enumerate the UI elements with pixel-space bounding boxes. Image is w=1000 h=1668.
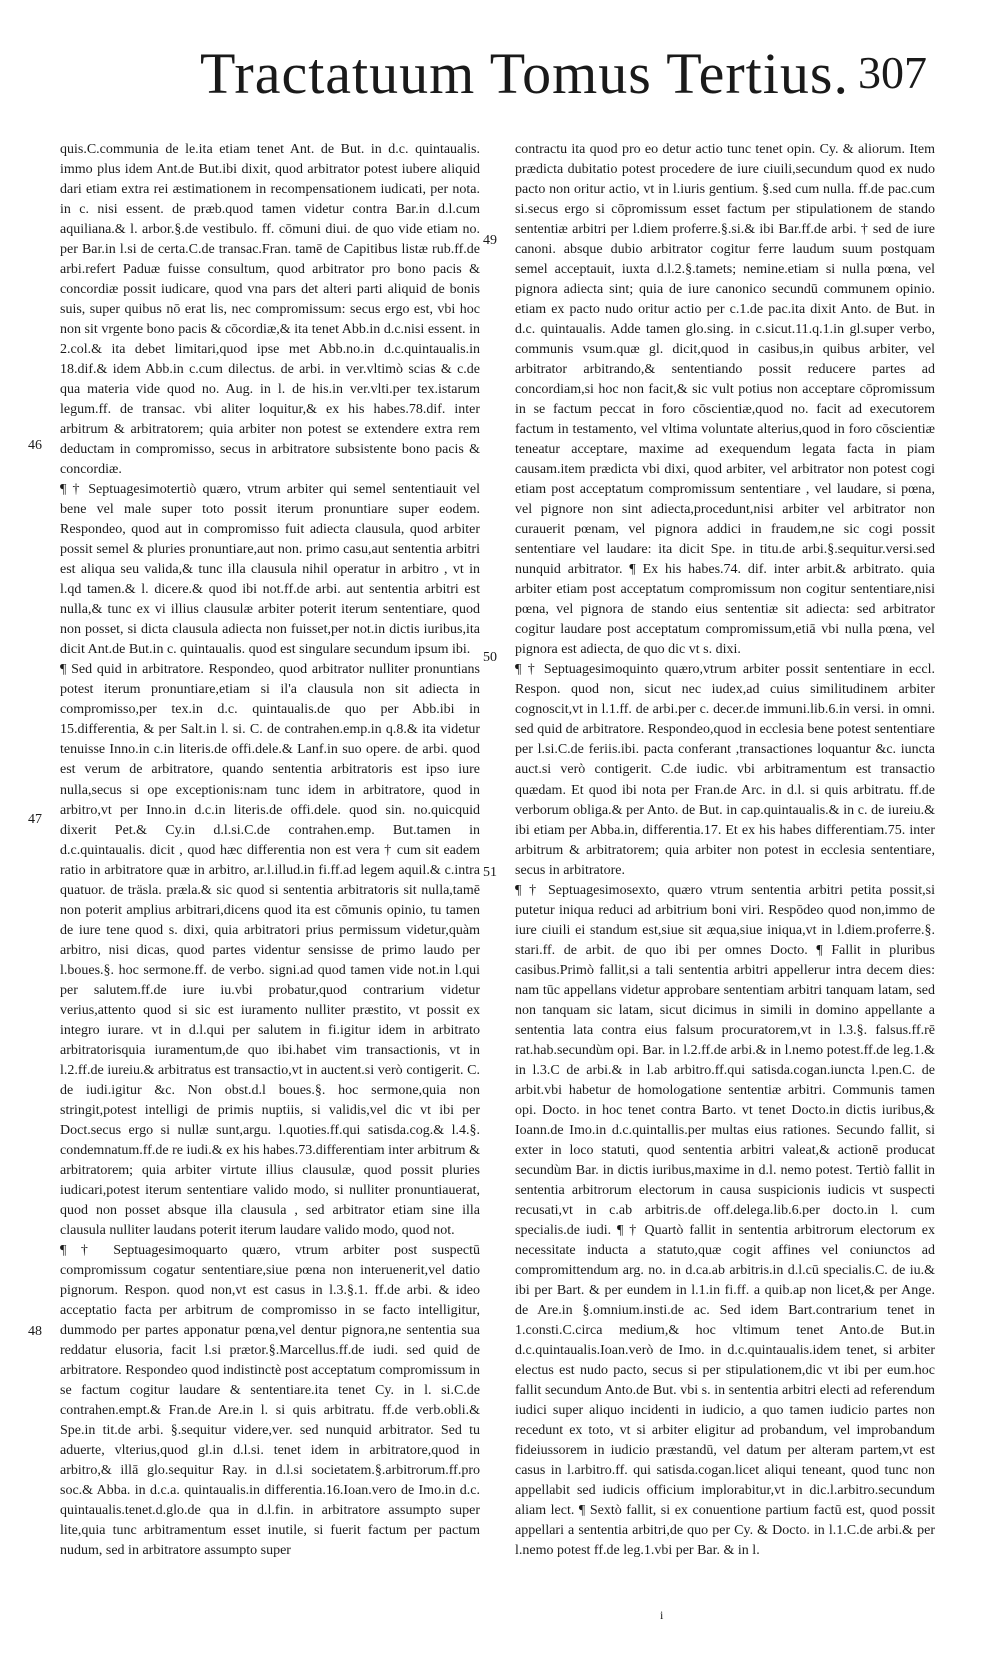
paragraph: ¶ † Septuagesimoquarto quæro, vtrum arbiter post suspectū compromissum cogatur sententiare,siue pœna non interuenerit,vel datio pignorum. Respon. quod non,vt est casus in l.3.§.1. ff.de arbi. & ideo acceptatio facta per arbitrum de compromisso in se facto intelligitur, dummodo per partes apponatur pœna,vel dentur pignora,ne sententia sua reddatur elusoria, facit l.si prætor.§.Marcellus.ff.de iudi. sed quid de arbitratore. Respondeo quod indistinctè post acceptatum compromissum in se factum cogitur laudare & sententiare.ita tenet Cy. in l. si.C.de contrahen.empt.& Fran.de Are.in l. si quis arbitratu. ff.de verb.obli.& Spe.in tit.de arbi. §.sequitur videre,ver. sed nunquid arbitrator. Sed tu aduerte, vlterius,quod gl.in d.l.si. tenet idem in arbitratore,quod in arbitro,& illā glo.sequitur Ray. in d.l.si societatem.§.arbitrorum.ff.pro soc.& Abba. in d.c.a. quintaualis.in differentia.16.Ioan.vero de Imo.in d.c. quintaualis.tenet.d.glo.de qua in d.l.fin. in arbitratore assumpto super lite,quia tunc arbitramentum esset inutile, si fuerit factum per pactum nudum, sed in arbitratore assumpto super <box>60 1242 480 1559</box>
running-title: Tractatuum Tomus Tertius. <box>200 41 849 106</box>
margin-number-46: 46 <box>28 438 42 453</box>
margin-number-51: 51 <box>483 865 497 880</box>
paragraph: ¶ † Septuagesimotertiò quæro, vtrum arbiter qui semel sententiauit vel bene vel male super toto possit iterum pronuntiare super eodem. Respondeo, quod aut in compromisso fuit adiecta clausula, quod arbiter possit semel & pluries pronuntiare,aut non. primo casu,aut sententia arbitri est aliqua seu valida,& tunc illa clausula nihil operatur in arbitro , vt in l.qd tamen.& l. dicere.& quod ibi not.ff.de arbi. aut sententia arbitri est nulla,& tunc ex vi illius clausulæ arbiter poterit iterum sententiare, quod non posset, si dicta clausula adiecta non fuisset,per not.in dictis iuribus,ita dicit Ant.de But.in c. quintaualis. quod est singulare secundum ipsum ibi. <box>60 482 480 658</box>
margin-number-47: 47 <box>28 812 42 827</box>
paragraph: quis.C.communia de le.ita etiam tenet Ant. de But. in d.c. quintaualis. immo plus idem Ant.de But.ibi dixit, quod arbitrator potest iubere aliquid dari etiam extra rei æstimationem in recompensationem iudicati, per nota. in c. nisi essent. de præb.quod tamen videtur contra Bar.in d.l.cum aquiliana.& l. arbor.§.de vestibulo. ff. cōmuni diui. de quo vide etiam no. per Bar.in l.si de certa.C.de transac.Fran. tamē de Capitibus listæ rub.ff.de arbi.refert Paduæ fuisse consultum, quod arbitrator pro bono pacis & concordiæ possit iudicare, quod vna pars det alteri parti aliquid de bonis suis, super quibus nō erat lis, nec compromissum: secus ergo est, vbi hoc non sit vrgente bono pacis & cōcordiæ,& ita tenet Abb.in d.c.nisi essent. in 2.col.& ita debet limitari,quod ipse met Abb.no.in d.c.quintaualis.in 18.dif.& idem Abb.in c.cum dilectus. de arbi. in ver.vltimò scias & c.de qua materia vide quod no. Aug. in l. de his.in ver.vlti.per tex.istarum legum.ff. de transac. vbi aliter loquitur,& ex his habes.78.dif. inter arbitrum & arbitratorem; quia arbiter non potest se extendere extra rem deductam in compromisso, secus in arbitratore subsistente bono pacis & concordiæ. <box>60 142 480 478</box>
paragraph: ¶ † Septuagesimosexto, quæro vtrum sententia arbitri petita possit,si putetur iniqua reduci ad arbitrium boni viri. Respōdeo quod non,immo de iure ciuili ei standum est,siue sit æqua,siue iniqua,vt in l.diem.proferre.§. stari.ff. de arbit. de quo ibi per omnes Docto. ¶ Fallit in pluribus casibus.Primò fallit,si a tali sententia arbitri appellerur intra decem dies: nam tūc appellans videtur approbare sententiam arbitri tanquam latam, sed non tanquam sic latam, sicut dicimus in simili in domino appellante a sententia lata contra eius falsum procuratorem,vt in l.3.§. falsus.ff.rē rat.hab.secundùm opi. Bar. in l.2.ff.de arbi.& in l.nemo potest.ff.de leg.1.& in l.3.C de arbi.& in l.ab arbitro.ff.qui satisda.cogan.iuncta l.pen.C. de arbit.vbi habetur de homologatione sententiæ arbitri. Communis tamen opi. Docto. in hoc tenet contra Barto. vt tenet Docto.in dictis iuribus,& Ioann.de Imo.in d.c.quintallis.per multas eius rationes. Secundo fallit, si exter in loco statuti, quod sententia arbitri valeat,& actionē producat secundùm Bar. in dictis iuribus,maxime in d.l. nemo potest. Tertiò fallit in sententia arbitrorum electorum in causa suspicionis iudicis vt suspecti recusati,vt in c.ab arbitris.de off.delega.lib.6.per docto.in l. cum specialis.de iudi. ¶ † Quartò fallit in sententia arbitrorum electorum ex necessitate inducta a statuto,quæ cogit affines vel coniunctos ad compromittendum arg. no. in d.ca.ab arbitris.in d.l.cū specialis.C. de iu.& ibi per Bart. & per eundem in l.1.in fi.ff. a quib.ap non licet,& per Ange. de Are.in §.omnium.insti.de ac. Sed idem Bart.contrarium tenet in 1.consti.C.circa medium,& hoc vltimum tenet Anto.de But.in d.c.quintaualis.Ioan.verò de Imo. in d.c.quintaualis.idem tenet, si arbiter electus est nudo pacto, secus si per stipulationem,dic vt ibi per eum.hoc fallit secundum Anto.de But. vbi s. in sententia arbitri electi ad referendum iudici super aliquo incidenti in iudicio, a quo tamen iudicio partes non recedunt ex toto, vt si arbiter eligitur ad probandum, vel improbandum fideiussorem in iudicio præstandū, vel datum per alteram partem,vt est casus in l.arbitro.ff. qui satisda.cogan.licet aliqui teneant, quod tunc non appellabit sed iudicis officium implorabitur,vt in dic.l.arbitro.secundum aliam lect. ¶ Sextò fallit, si ex conuentione partium factū est, quod possit appellari a sententia arbitri,de quo per Cy. & Docto. in l.1.C.de arbi.& per l.nemo potest ff.de leg.1.vbi per Bar. & in l. <box>515 882 935 1559</box>
margin-number-48: 48 <box>28 1324 42 1339</box>
paragraph: ¶ † Septuagesimoquinto quæro,vtrum arbiter possit sententiare in eccl. Respon. quod non, sicut nec iudex,ad cuius similitudinem arbiter cognoscit,vt in l.1.ff. de arbi.per c. decer.de immuni.lib.6.in versi. in omni. sed quid de arbitratore. Respondeo,quod in ecclesia bene potest sententiare per l.si.C.de feriis.ibi. pacta conferant ,transactiones loquantur &c. iuncta auct.si verò contigerit. C.de iudic. vbi arbitramentum est transactio quædam. Et quod ibi nota per Fran.de Arc. in d.l. si quis arbitratu. ff.de verborum obliga.& per Anto. de But. in cap.quintaualis.& in c. de iureiu.& ibi etiam per Abba.in, differentia.17. Et ex his habes differentiam.75. inter arbitrum & arbitratorem; quia arbiter non potest in ecclesia sententiare, secus in arbitratore. <box>515 662 935 878</box>
margin-number-49: 49 <box>483 233 497 248</box>
page-header <box>0 40 1000 120</box>
right-column <box>515 140 935 1561</box>
left-column <box>60 140 480 1561</box>
paragraph: contractu ita quod pro eo detur actio tunc tenet opin. Cy. & aliorum. Item prædicta dubitatio potest procedere de iure ciuili,secundum quod ex nudo pacto non oritur actio, vt in l.iuris gentium. §.sed cum nulla. ff.de pac.cum si.secus ergo si cōpromissum esset factum per stipulationem de stando sententiæ arbitri per l.diem proferre.§.si.& ibi Bar.ff.de arbi. † sed de iure canoni. absque dubio arbitrator cogitur ferre laudum suum postquam semel acceptauit, iuxta d.l.2.§.tamets; nemine.etiam si nulla pœna, vel pignora adiecta sint; quia de iure canonico secundū communem opinio. etiam ex pacto nudo oritur actio per c.1.de pac.ita dixit Anto. de But. in d.c. quintaualis. Adde tamen glo.sing. in c.sicut.11.q.1.in gl.super verbo, communis vsum.quæ gl. dicit,quod in casibus,in quibus arbiter, vel arbitrator arbitrando,& sententiando possit reducere partes ad concordiam,si hoc non facit,& sic vult potius non acceptare cōpromissum in se factum peccat in foro cōscientiæ,quod no. facit ad executorem factum in testamento, vel vltima voluntate alterius,quod in foro cōscientiæ teneatur acceptare, maxime ad exequendum legata facta in piam causam.item prædicta vbi dixi, quod arbiter, vel arbitrator non potest cogi etiam post acceptatum compromissum sententiare , vel laudare, si pœna, vel pignore non sint adiecta,procedunt,nisi arbiter vel arbitrator non curauerit pœnam, vel pignora addici in fraudem,ne sic cogi possit sententiare vel laudare: ita dicit Spe. in titu.de arbi.§.sequitur.versi.sed nunquid arbitrator. ¶ Ex his habes.74. dif. inter arbit.& arbitrato. quia arbiter etiam post acceptatum compromissum non cogitur sententiare,nisi pœna, vel pignora de stando eius sententiæ sit adiecta: sed arbitrator cogitur laudare post acceptatum compromissum,etiā vbi nulla pœna, vel pignora est adiecta, de quo dic vt s. dixi. <box>515 142 935 658</box>
margin-number-50: 50 <box>483 650 497 665</box>
footer-mark: i <box>660 1608 664 1622</box>
page-number: 307 <box>858 47 927 98</box>
paragraph: ¶ Sed quid in arbitratore. Respondeo, quod arbitrator nulliter pronuntians potest iterum pronuntiare,etiam si il'a clausula non sit adiecta in compromisso,per tex.in d.c. quintaualis.de quo per Abb.ibi in 15.differentia, & per Salt.in l. si. C. de contrahen.emp.in q.8.& ita videtur tenuisse Inno.in c.in literis.de offi.dele.& Lanf.in suo opere. de arbi. quod est verum de arbitratore, quando sententia arbitratoris est ipso iure nulla,secus si ope exceptionis:nam tunc idem in arbitratore, quod in arbitro,vt per Inno.in d.c.in literis.de offi.dele. quod sin. no.quicquid dixerit Pet.& Cy.in d.l.si.C.de contrahen.emp. But.tamen in d.c.quintaualis. dicit , quod hæc differentia non est vera † cum sit eadem ratio in arbitratore quæ in arbitro, ar.l.illud.in fi.ff.ad legem aquil.& c.intra quatuor. de träsla. præla.& sic quod si sententia arbitratoris sit nulla,tamē non poterit amplius arbitrari,dicens quod ita est cōmunis opinio, tu tamen de iure tene quod s. dixi, quia arbitratori prius permissum videtur,quàm arbitro, nisi dicas, quod partes videntur sensisse de primo laudo per l.boues.§. hoc sermone.ff. de verbo. signi.ad quod tamen vide not.in l.qui per salutem.ff.de iure iu.vbi probatur,quod contrarium videtur verius,attento quod si sic est iuramento nulliter præstito, vt possit ex integro iurare. vt in d.l.qui per salutem in fi.igitur idem in arbitrato arbitratorisquia iuramentum,de quo ibi.habet vim transactionis, vt in l.2.ff.de iureiu.& arbitratus est transactio,vt in auctent.si verò contigerit. C. de iudi.igitur &c. Non obst.d.l boues.§. hoc sermone,quia non stringit,potest intelligi de primis nuptiis, si validis,vel dic vt ibi per Doct.secus ergo si nullæ sunt,argu. l.quoties.ff.qui satisda.cog.& l.4.§. condemnatum.ff.de re iudi.& ex his habes.73.differentiam inter arbitrum & arbitratorem; quia arbiter virtute illius clausulæ, quod possit pluries iudicari,potest iterum sententiare valido modo, si nulliter pronuntiauerat, quod non posset absque illa clausula , sed arbitrator etiam sine illa clausula nulliter laudans poterit iterum laudare valido modo, quod not. <box>60 662 480 1238</box>
